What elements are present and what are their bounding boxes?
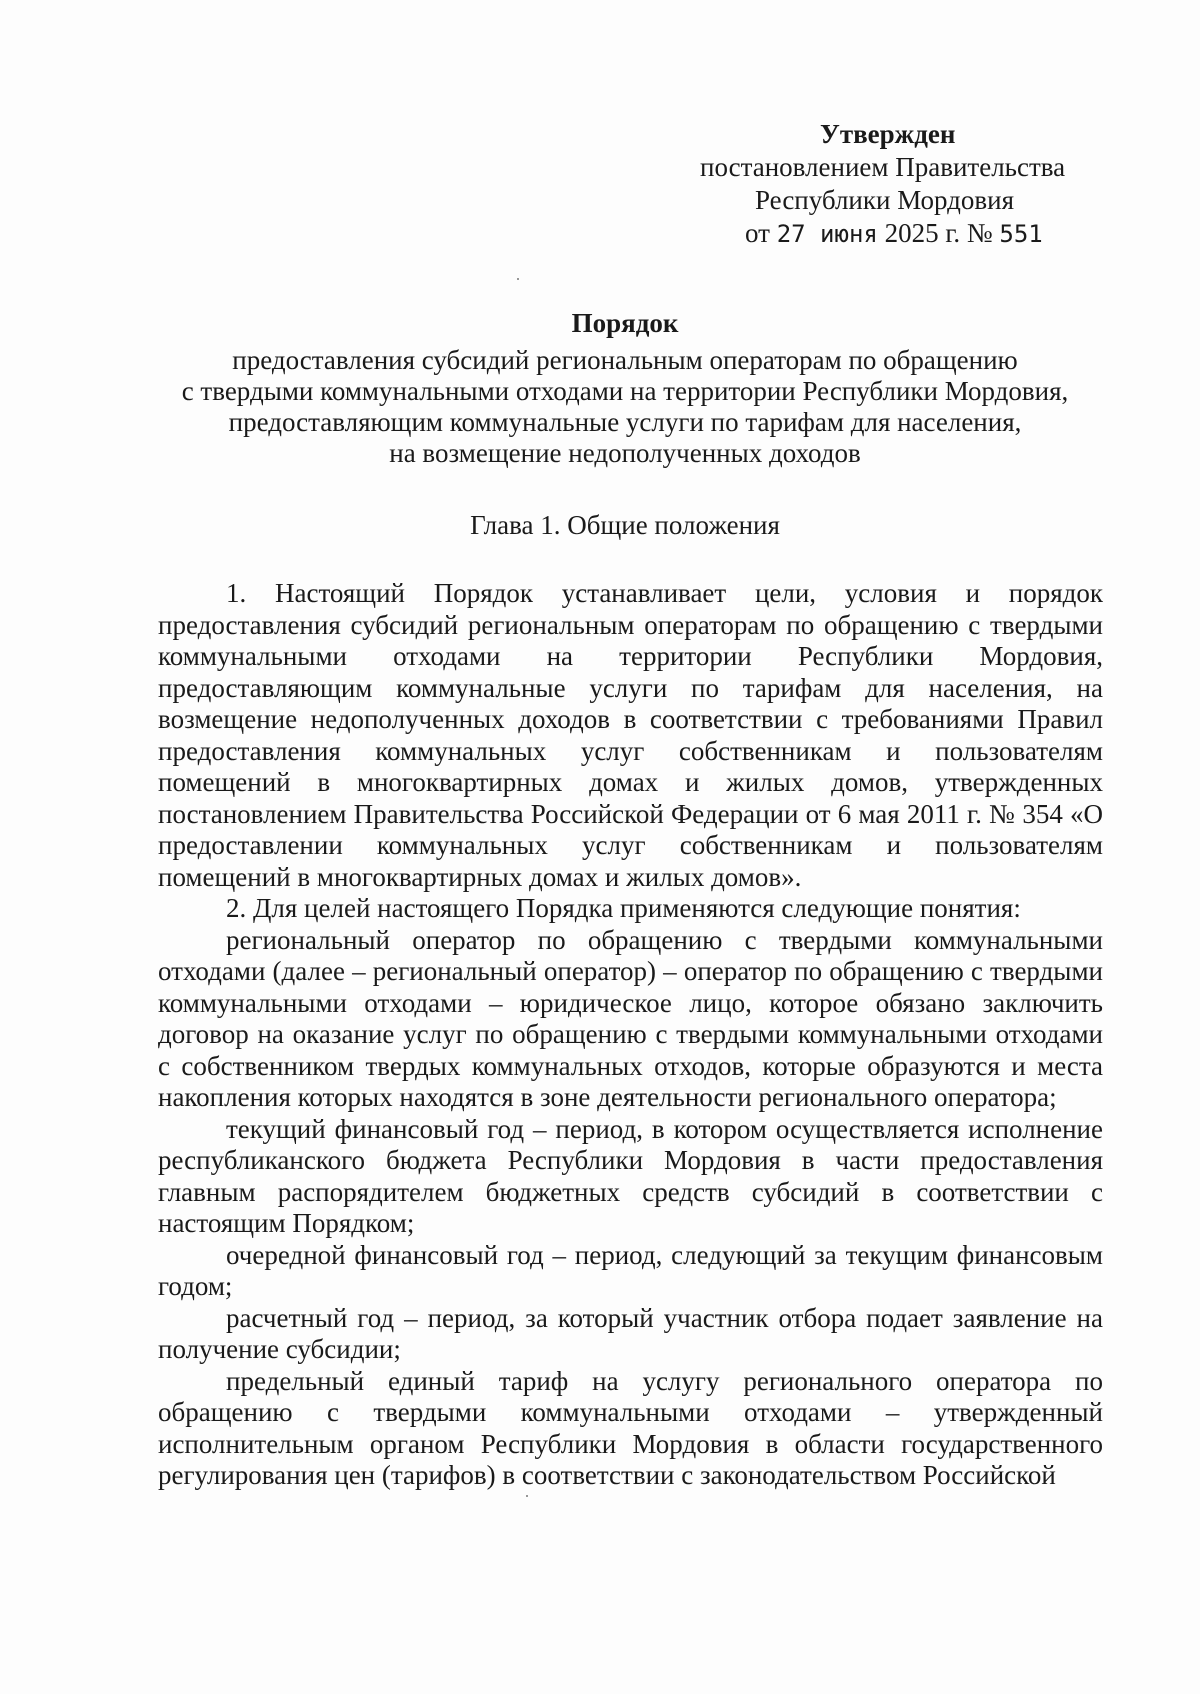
order-title: Порядок bbox=[571, 308, 679, 338]
definition-tariff: предельный единый тариф на услугу регионального оператора по обращению с твердыми коммунальными отходами – утвержденный исполнительным органом Республики Мордовия в области государственного регулирования цен (тарифов) в соответствии с законодательством Российской bbox=[158, 1365, 1103, 1490]
definition-next-year: очередной финансовый год – период, следующий за текущим финансовым годом; bbox=[158, 1239, 1103, 1301]
paragraph-1: 1. Настоящий Порядок устанавливает цели, условия и порядок предоставления субсидий региональным операторам по обращению с твердыми коммунальными отходами на территории Республики Мордовия, предоставляющим коммунальные услуги по тарифам для населения, на возмещение недополученных доходов в соответствии с требованиями Правил предоставления коммунальных услуг собственникам и пользователям помещений в многоквартирных домах и жилых домов, утвержденных постановлением Правительства Российской Федерации от 6 мая 2011 г. № 354 «О предоставлении коммунальных услуг собственникам и пользователям помещений в многоквартирных домах и жилых домов». bbox=[158, 578, 1103, 892]
document-body bbox=[158, 578, 1103, 1492]
approval-date-day-month: 27 июня bbox=[776, 220, 878, 248]
approval-date-line bbox=[690, 217, 1130, 251]
approval-number: 551 bbox=[999, 220, 1043, 248]
order-subtitle-line-2: с твердыми коммунальными отходами на территории Республики Мордовия, bbox=[181, 376, 1069, 406]
approval-title: Утвержден bbox=[820, 119, 956, 149]
order-subtitle-line-1: предоставления субсидий региональным операторам по обращению bbox=[232, 345, 1018, 375]
approval-line-1: постановлением Правительства bbox=[700, 152, 1066, 182]
definition-current-year: текущий финансовый год – период, в котором осуществляется исполнение республиканского бюджета Республики Мордовия в части предоставления главным распорядителем бюджетных средств субсидий в соответствии с настоящим Порядком; bbox=[158, 1113, 1103, 1238]
definition-settlement-year: расчетный год – период, за который участник отбора подает заявление на получение субсидии; bbox=[158, 1302, 1103, 1364]
approval-date-year: 2025 г. № bbox=[884, 218, 993, 248]
order-subtitle-line-4: на возмещение недополученных доходов bbox=[389, 438, 861, 468]
approval-line-2: Республики Мордовия bbox=[755, 185, 1015, 215]
paragraph-2: 2. Для целей настоящего Порядка применяются следующие понятия: bbox=[226, 893, 1021, 923]
order-heading bbox=[150, 308, 1100, 469]
scan-speck bbox=[517, 278, 519, 280]
scan-speck bbox=[526, 1495, 528, 1497]
approval-stamp bbox=[690, 118, 1130, 251]
approval-date-prefix: от bbox=[745, 218, 770, 248]
definition-regional-operator: региональный оператор по обращению с твердыми коммунальными отходами (далее – региональный оператор) – оператор по обращению с твердыми коммунальными отходами – юридическое лицо, которое обязано заключить договор на оказание услуг по обращению с твердыми коммунальными отходами с собственником твердых коммунальных отходов, которые образуются и места накопления которых находятся в зоне деятельности регионального оператора; bbox=[158, 924, 1103, 1112]
chapter-title: Глава 1. Общие положения bbox=[470, 510, 780, 540]
order-subtitle-line-3: предоставляющим коммунальные услуги по тарифам для населения, bbox=[228, 407, 1022, 437]
